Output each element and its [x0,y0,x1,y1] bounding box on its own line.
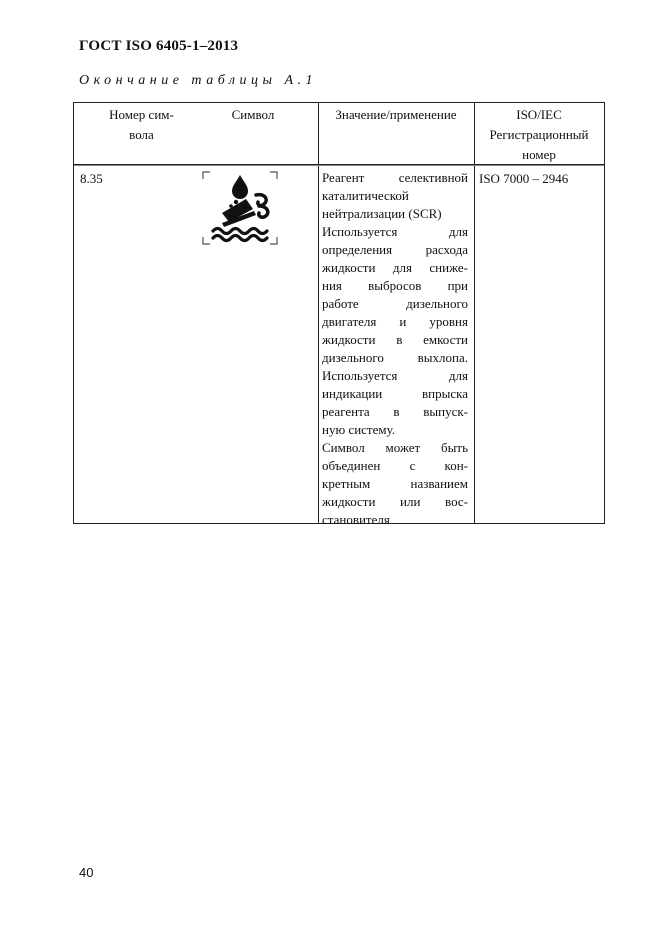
symbol-table [73,102,605,527]
meaning-line: каталитической [322,188,409,203]
meaning-line: Реагент селективной [322,170,468,185]
meaning-line: объединен с кон- [322,458,468,473]
meaning-line: кретным названием [322,476,468,491]
meaning-line: нейтрализации (SCR) [322,206,442,221]
meaning-line: жидкости или вос- [322,494,468,509]
column-header-line: Символ [231,107,275,122]
meaning-line: двигателя и уровня [322,314,468,329]
meaning-line: жидкости в емкости [322,332,468,347]
document-header: ГОСТ ISO 6405-1–2013 [79,38,239,54]
meaning-line: ную систему. [322,422,396,437]
column-header-line: Номер сим- [109,107,174,122]
meaning-line: Символ может быть [322,440,468,455]
meaning-line: работе дизельного [322,296,468,311]
column-header-registration [474,105,604,165]
table-caption: Окончание таблицы А.1 [79,73,318,88]
meaning-line: реагента в выпуск- [322,404,468,419]
column-header-line: вола [129,127,154,142]
column-header-line: Значение/применение [335,107,457,122]
column-header-symbol [204,105,302,125]
meaning-line: Используется для [322,224,468,239]
meaning-line: ния выбросов при [322,278,468,293]
meaning-text [322,169,468,529]
column-divider [318,103,319,523]
column-header-line: Регистрационный [489,127,589,142]
column-header-meaning [318,105,474,125]
column-header-line: ISO/IEC [516,107,562,122]
meaning-line: жидкости для сниже- [322,260,468,275]
column-header-line: номер [522,147,556,162]
meaning-line: становителя [322,512,390,527]
registration-number: ISO 7000 – 2946 [479,171,569,186]
symbol-number: 8.35 [80,171,103,186]
meaning-line: индикации впрыска [322,386,468,401]
scr-reagent-fluid-icon [201,169,279,247]
meaning-line: Используется для [322,368,468,383]
meaning-line: дизельного выхлопа. [322,350,468,365]
page-number: 40 [79,865,94,880]
column-divider [474,103,475,523]
column-header-number [94,105,189,145]
meaning-line: определения расхода [322,242,468,257]
